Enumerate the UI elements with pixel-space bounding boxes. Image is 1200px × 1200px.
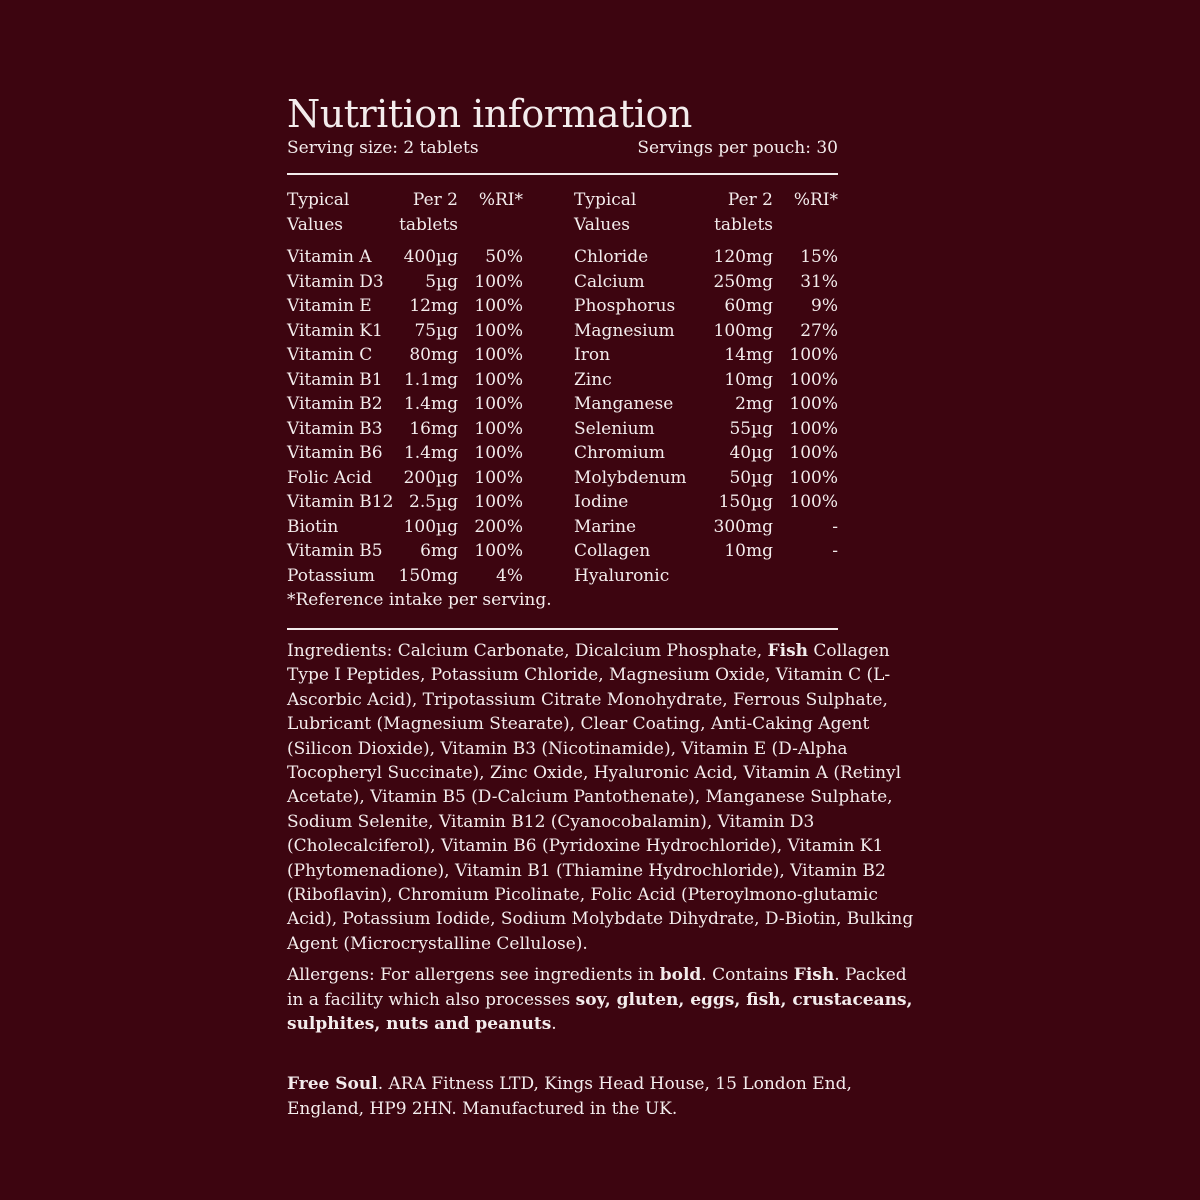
header-ri: %RI*	[478, 190, 523, 210]
nutrient-amount: 2.5µg	[409, 492, 458, 512]
nutrient-ri: 100%	[474, 492, 523, 512]
nutrient-ri: 100%	[474, 320, 523, 341]
nutrient-name: Folic Acid	[287, 467, 373, 488]
nutrition-table-left	[287, 188, 523, 588]
address-details: . ARA Fitness LTD, Kings Head House, 15 London End, England, HP9 2HN. Manufactured in the UK.	[287, 1074, 852, 1119]
nutrient-ri: 100%	[474, 541, 523, 561]
nutrient-name: Molybdenum	[574, 467, 687, 488]
table-row	[574, 294, 838, 319]
nutrient-ri: 200%	[474, 516, 523, 537]
nutrition-tables	[287, 188, 838, 610]
ingredients-text	[287, 639, 927, 956]
header-values: Values	[287, 214, 344, 235]
nutrient-ri: 50%	[485, 247, 523, 267]
nutrient-ri: 31%	[800, 271, 838, 292]
rows-left	[287, 245, 523, 588]
nutrient-amount: 12mg	[409, 296, 458, 316]
nutrient-name: Biotin	[287, 516, 339, 537]
table-row	[574, 392, 838, 417]
nutrient-ri: 100%	[789, 418, 838, 439]
table-row	[287, 515, 523, 540]
nutrient-name: Magnesium	[574, 320, 675, 341]
divider-top	[287, 173, 838, 175]
serving-size: Serving size: 2 tablets	[287, 138, 479, 158]
allergens-part: .	[551, 1014, 557, 1034]
divider-bottom	[287, 628, 838, 630]
nutrient-amount: 1.4mg	[403, 394, 458, 414]
ingredients-prefix: Ingredients: Calcium Carbonate, Dicalcium Phosphate,	[287, 641, 768, 661]
allergens-part: Allergens: For allergens see ingredients in	[287, 965, 660, 985]
nutrient-name: Zinc	[574, 369, 612, 390]
nutrient-amount: 60mg	[724, 296, 773, 316]
header-per2: Per 2	[727, 190, 773, 210]
nutrient-ri: 100%	[474, 467, 523, 488]
nutrient-amount: 150µg	[718, 492, 773, 512]
header-values: Values	[574, 214, 631, 235]
nutrient-ri: 4%	[496, 565, 523, 586]
nutrient-name: Vitamin E	[287, 296, 372, 316]
table-row	[574, 417, 838, 442]
allergens-text	[287, 963, 927, 1037]
nutrient-amount: 80mg	[409, 345, 458, 365]
nutrient-amount: 16mg	[409, 418, 458, 439]
serving-info	[287, 136, 838, 160]
nutrient-amount: 100µg	[403, 516, 458, 537]
nutrient-name: Hyaluronic	[574, 565, 670, 586]
header-ri: %RI*	[793, 190, 838, 210]
table-header-left	[287, 188, 523, 238]
nutrient-name: Vitamin B1	[287, 369, 383, 390]
table-row	[287, 294, 523, 319]
nutrient-name: Iron	[574, 345, 611, 365]
nutrient-ri: 100%	[474, 418, 523, 439]
page-title: Nutrition information	[287, 92, 692, 136]
header-typical: Typical	[574, 190, 637, 210]
table-row	[574, 466, 838, 491]
nutrient-ri: -	[832, 541, 838, 561]
nutrient-name: Potassium	[287, 565, 375, 586]
allergens-bold: bold	[659, 965, 702, 985]
servings-per-pouch: Servings per pouch: 30	[637, 138, 838, 158]
nutrient-ri: 100%	[789, 492, 838, 512]
nutrient-name: Vitamin B5	[287, 541, 383, 561]
nutrient-name: Vitamin B6	[287, 443, 383, 463]
allergens-bold: soy, gluten, eggs, fish, crustaceans, sulphites, nuts and peanuts	[287, 989, 913, 1034]
nutrient-name: Chromium	[574, 443, 665, 463]
nutrient-amount: 100mg	[713, 320, 773, 341]
nutrient-amount: 250mg	[713, 271, 773, 292]
ingredients-rest: Collagen Type I Peptides, Potassium Chloride, Magnesium Oxide, Vitamin C (L-Ascorbic Acid), Tripotassium Citrate Monohydrate, Ferrous Sulphate, Lubricant (Magnesium Stearate), Clear Coating, Anti-Caking Agent (Silicon Dioxide), Vitamin B3 (Nicotinamide), Vitamin E (D-Alpha Tocopheryl Succinate), Zinc Oxide, Hyaluronic Acid, Vitamin A (Retinyl Acetate), Vitamin B5 (D-Calcium Pantothenate), Manganese Sulphate, Sodium Selenite, Vitamin B12 (Cyanocobalamin), Vitamin D3 (Cholecalciferol), Vitamin B6 (Pyridoxine Hydrochloride), Vitamin K1 (Phytomenadione), Vitamin B1 (Thiamine Hydrochloride), Vitamin B2 (Riboflavin), Chromium Picolinate, Folic Acid (Pteroylmono-glutamic Acid), Potassium Iodide, Sodium Molybdate Dihydrate, D-Biotin, Bulking Agent (Microcrystalline Cellulose).	[287, 641, 914, 954]
nutrient-name: Calcium	[574, 271, 645, 292]
table-row	[574, 490, 838, 515]
table-row	[574, 539, 838, 564]
nutrient-ri: 100%	[474, 394, 523, 414]
nutrient-ri: 100%	[789, 345, 838, 365]
table-row	[287, 441, 523, 466]
nutrient-amount: 10mg	[724, 541, 773, 561]
nutrient-amount: 300mg	[713, 516, 773, 537]
nutrient-amount: 10mg	[724, 369, 773, 390]
table-row	[574, 368, 838, 393]
nutrient-ri: 100%	[789, 467, 838, 488]
header-tablets: tablets	[399, 214, 458, 235]
nutrient-name: Vitamin A	[287, 247, 372, 267]
nutrient-name: Iodine	[574, 492, 629, 512]
nutrient-amount: 40µg	[729, 443, 773, 463]
nutrient-amount: 14mg	[724, 345, 773, 365]
nutrient-amount: 1.4mg	[403, 443, 458, 463]
nutrient-name: Vitamin B2	[287, 394, 383, 414]
nutrient-ri: 15%	[800, 247, 838, 267]
table-row	[287, 343, 523, 368]
nutrient-amount: 120mg	[713, 247, 773, 267]
table-row	[287, 368, 523, 393]
nutrient-ri: 100%	[789, 443, 838, 463]
nutrient-ri: 100%	[474, 296, 523, 316]
nutrition-table-right	[574, 188, 838, 588]
nutrition-panel	[287, 92, 917, 1119]
table-row	[574, 319, 838, 344]
table-row	[574, 515, 838, 540]
nutrient-ri: 100%	[474, 443, 523, 463]
nutrient-amount: 150mg	[398, 565, 458, 586]
nutrient-ri: 9%	[811, 296, 838, 316]
header-per2: Per 2	[412, 190, 458, 210]
nutrient-name: Vitamin B12	[287, 492, 394, 512]
nutrient-amount: 5µg	[425, 271, 458, 292]
nutrient-ri: 27%	[800, 320, 838, 341]
header-typical: Typical	[287, 190, 350, 210]
ingredients-bold: Fish	[767, 641, 809, 661]
nutrient-amount: 6mg	[420, 541, 458, 561]
nutrient-name: Vitamin B3	[287, 418, 383, 439]
allergens-bold: Fish	[793, 965, 835, 985]
nutrient-ri: 100%	[474, 271, 523, 292]
brand-name: Free Soul	[287, 1074, 378, 1094]
nutrient-ri: 100%	[474, 345, 523, 365]
table-row	[287, 490, 523, 515]
nutrient-name: Vitamin C	[287, 345, 373, 365]
nutrient-amount: 400µg	[403, 247, 458, 267]
rows-right	[574, 245, 838, 588]
table-row	[287, 466, 523, 491]
nutrient-amount: 1.1mg	[403, 369, 458, 390]
nutrient-amount: 200µg	[403, 467, 458, 488]
nutrient-name: Vitamin D3	[287, 271, 384, 292]
nutrient-name: Collagen	[574, 541, 651, 561]
nutrient-name: Vitamin K1	[287, 320, 383, 341]
nutrient-ri: 100%	[789, 369, 838, 390]
nutrient-ri: 100%	[789, 394, 838, 414]
address-text	[287, 1072, 907, 1122]
table-row	[287, 417, 523, 442]
table-row	[287, 392, 523, 417]
nutrient-ri: 100%	[474, 369, 523, 390]
allergens-part: . Packed in a facility which also processes	[287, 965, 907, 1010]
table-row	[574, 245, 838, 270]
nutrient-amount: 2mg	[735, 394, 773, 414]
table-row	[287, 539, 523, 564]
nutrient-name: Selenium	[574, 418, 655, 439]
table-row	[574, 270, 838, 295]
nutrient-amount: 75µg	[414, 320, 458, 341]
nutrient-amount: 55µg	[729, 418, 773, 439]
nutrient-amount: 50µg	[729, 467, 773, 488]
footnote: *Reference intake per serving.	[287, 590, 552, 610]
table-row	[574, 441, 838, 466]
header-tablets: tablets	[714, 214, 773, 235]
nutrient-ri: -	[832, 516, 838, 537]
table-row	[574, 564, 838, 589]
table-row	[287, 270, 523, 295]
nutrient-name: Chloride	[574, 247, 649, 267]
nutrient-name: Marine	[574, 516, 637, 537]
table-row	[287, 319, 523, 344]
nutrient-name: Phosphorus	[574, 296, 676, 316]
table-header-right	[574, 188, 838, 238]
nutrient-name: Manganese	[574, 394, 674, 414]
table-row	[574, 343, 838, 368]
table-row	[287, 245, 523, 270]
allergens-part: . Contains	[701, 965, 794, 985]
table-row	[287, 564, 523, 589]
